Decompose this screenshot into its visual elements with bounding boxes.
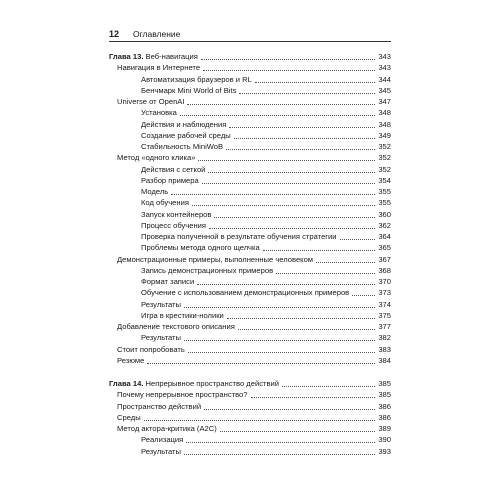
dot-leader	[263, 250, 376, 251]
dot-leader	[238, 329, 376, 330]
toc-entry-title: Universe от OpenAI	[117, 97, 185, 106]
toc-page-number: 348	[378, 108, 391, 118]
toc-page-number: 352	[378, 153, 391, 163]
toc-entry	[109, 412, 391, 423]
toc-entry-title: Автоматизация браузеров и RL	[141, 74, 252, 84]
toc-entry-title: Демонстрационные примеры, выполненные человеком	[117, 254, 314, 264]
toc-page-number: 382	[378, 333, 391, 343]
dot-leader	[203, 70, 375, 71]
toc-entry	[109, 254, 391, 265]
dot-leader	[184, 307, 375, 308]
chapter-number: Глава 13.	[109, 52, 144, 61]
toc-entry	[109, 220, 391, 231]
toc-entry-title: Результаты	[141, 333, 181, 343]
toc-entry	[109, 434, 391, 445]
chapter-title: Непрерывное пространство действий	[143, 379, 279, 388]
dot-leader	[251, 397, 376, 398]
toc-entry	[109, 96, 391, 107]
toc-entry-title: Стоит попробовать	[117, 344, 185, 354]
toc-entry-title: Почему непрерывное пространство?	[117, 390, 248, 400]
toc-entry	[109, 423, 391, 434]
toc-page-number: 373	[378, 288, 391, 298]
dot-leader	[282, 386, 375, 387]
toc-page-number: 368	[378, 265, 391, 275]
toc-page-number: 390	[378, 435, 391, 445]
toc-entry-title: Проблемы метода одного щелчка	[141, 243, 260, 253]
toc-page-number: 367	[378, 254, 391, 264]
toc-page-number: 348	[378, 119, 391, 129]
toc-page-number: 370	[378, 277, 391, 286]
dot-leader	[229, 127, 375, 128]
toc-entry	[109, 74, 391, 85]
toc-entry-title: Формат записи	[141, 277, 195, 286]
toc-chapter-entry	[109, 378, 391, 389]
toc-entry	[109, 355, 391, 366]
toc-entry	[109, 276, 391, 287]
toc-entry-title: Реализация	[141, 435, 184, 445]
toc-page-number: 343	[378, 52, 391, 61]
toc-entry	[109, 186, 391, 197]
dot-leader	[214, 217, 375, 218]
toc-page-number: 386	[378, 401, 391, 411]
toc-entry-title: Запуск контейнеров	[141, 209, 212, 219]
dot-leader	[187, 104, 375, 105]
toc-page-number: 355	[378, 198, 391, 208]
toc-page-number: 384	[378, 355, 391, 365]
chapter-title: Веб-навигация	[143, 52, 198, 61]
toc-entry-title: Добавление текстового описания	[117, 322, 235, 331]
dot-leader	[192, 205, 375, 206]
toc-entry	[109, 310, 391, 321]
toc-entry	[109, 107, 391, 118]
toc-page-number: 374	[378, 299, 391, 309]
dot-leader	[209, 228, 375, 229]
toc-entry-title: Действия с сеткой	[141, 164, 206, 174]
dot-leader	[188, 352, 375, 353]
toc-entry-title: Среды	[117, 412, 141, 422]
dot-leader	[171, 194, 375, 195]
toc-entry	[109, 209, 391, 220]
dot-leader	[276, 273, 375, 274]
toc-entry-title: Стабильность MiniWoB	[141, 142, 224, 151]
running-title: Оглавление	[133, 29, 181, 39]
dot-leader	[226, 149, 375, 150]
toc-entry	[109, 164, 391, 175]
toc-entry-title: Действия и наблюдения	[141, 119, 227, 129]
toc-page-number: 377	[378, 322, 391, 331]
toc-entry	[109, 446, 391, 457]
toc-entry-title: Игра в крестики-нолики	[141, 310, 224, 320]
toc-entry	[109, 197, 391, 208]
toc-page-number: 385	[378, 379, 391, 388]
toc-entry-title: Результаты	[141, 446, 181, 456]
page-number: 12	[109, 29, 120, 39]
toc-page-number: 344	[378, 74, 391, 84]
dot-leader	[184, 454, 375, 455]
toc-page-number: 360	[378, 209, 391, 219]
dot-leader	[255, 82, 375, 83]
toc-entry	[109, 332, 391, 343]
toc-entry-title: Метод «одного клика»	[117, 153, 196, 163]
toc-entry	[109, 389, 391, 400]
toc-entry-title: Пространство действий	[117, 401, 202, 411]
dot-leader	[202, 183, 376, 184]
toc-page-number: 383	[378, 344, 391, 354]
toc-entry	[109, 119, 391, 130]
toc-entry	[109, 152, 391, 163]
toc-entry-title: Метод актора-критика (A2C)	[117, 424, 217, 433]
dot-leader	[316, 262, 375, 263]
toc-entry-title: Модель	[141, 187, 169, 196]
toc-entry	[109, 231, 391, 242]
toc-page-number: 389	[378, 424, 391, 433]
dot-leader	[147, 363, 375, 364]
dot-leader	[198, 160, 375, 161]
toc-page-number: 349	[378, 130, 391, 140]
toc-entry	[109, 265, 391, 276]
toc-page-number: 345	[378, 85, 391, 95]
toc-page-number: 354	[378, 175, 391, 185]
toc-entry-title: Обучение с использованием демонстрационных примеров	[141, 288, 350, 298]
toc-entry	[109, 344, 391, 355]
toc-entry-title	[109, 52, 198, 62]
toc-entry-title: Бенчмарк Mini World of Bits	[141, 85, 237, 95]
toc-entry-title: Запись демонстрационных примеров	[141, 265, 274, 275]
dot-leader	[186, 442, 375, 443]
toc-page-number: 343	[378, 63, 391, 73]
toc-entry	[109, 287, 391, 298]
toc-page-number: 352	[378, 164, 391, 174]
toc-entry	[109, 321, 391, 332]
toc-entry-title: Резюме	[117, 355, 145, 365]
toc-page-number: 352	[378, 142, 391, 151]
toc-entry	[109, 242, 391, 253]
running-header	[109, 27, 391, 42]
toc-entry	[109, 401, 391, 412]
toc-entry-title: Навигация в Интернете	[117, 63, 201, 73]
toc-entry-title: Результаты	[141, 299, 181, 309]
toc-page-number: 362	[378, 220, 391, 230]
dot-leader	[208, 172, 375, 173]
toc-entry-title: Процесс обучения	[141, 220, 207, 230]
toc-entry	[109, 130, 391, 141]
toc-page-number: 355	[378, 187, 391, 196]
toc-entry-title: Разбор примера	[141, 175, 199, 185]
toc-entry	[109, 62, 391, 73]
toc-entry-title: Проверка полученной в результате обучения стратегии	[141, 232, 337, 241]
chapter-number: Глава 14.	[109, 379, 144, 388]
toc-page-number: 364	[378, 232, 391, 241]
toc-page-number: 375	[378, 310, 391, 320]
toc-entry-title: Создание рабочей среды	[141, 130, 231, 140]
dot-leader	[220, 431, 376, 432]
dot-leader	[340, 239, 376, 240]
dot-leader	[234, 138, 376, 139]
dot-leader	[204, 409, 375, 410]
toc-entry-title: Код обучения	[141, 198, 189, 208]
toc-entry-title: Установка	[141, 108, 177, 118]
dot-leader	[352, 295, 375, 296]
toc-page-number: 365	[378, 243, 391, 253]
toc-chapter-entry	[109, 51, 391, 62]
dot-leader	[227, 318, 376, 319]
toc-entry	[109, 141, 391, 152]
dot-leader	[144, 420, 376, 421]
toc-entry	[109, 299, 391, 310]
toc-page-number: 393	[378, 446, 391, 456]
dot-leader	[197, 284, 375, 285]
dot-leader	[180, 115, 375, 116]
toc-entry-title	[109, 379, 279, 389]
toc-page-number: 347	[378, 97, 391, 106]
dot-leader	[184, 340, 375, 341]
dot-leader	[201, 59, 375, 60]
toc-entry	[109, 175, 391, 186]
dot-leader	[239, 93, 375, 94]
toc-entry	[109, 85, 391, 96]
toc-page-number: 386	[378, 412, 391, 422]
toc-page-number: 385	[378, 390, 391, 400]
